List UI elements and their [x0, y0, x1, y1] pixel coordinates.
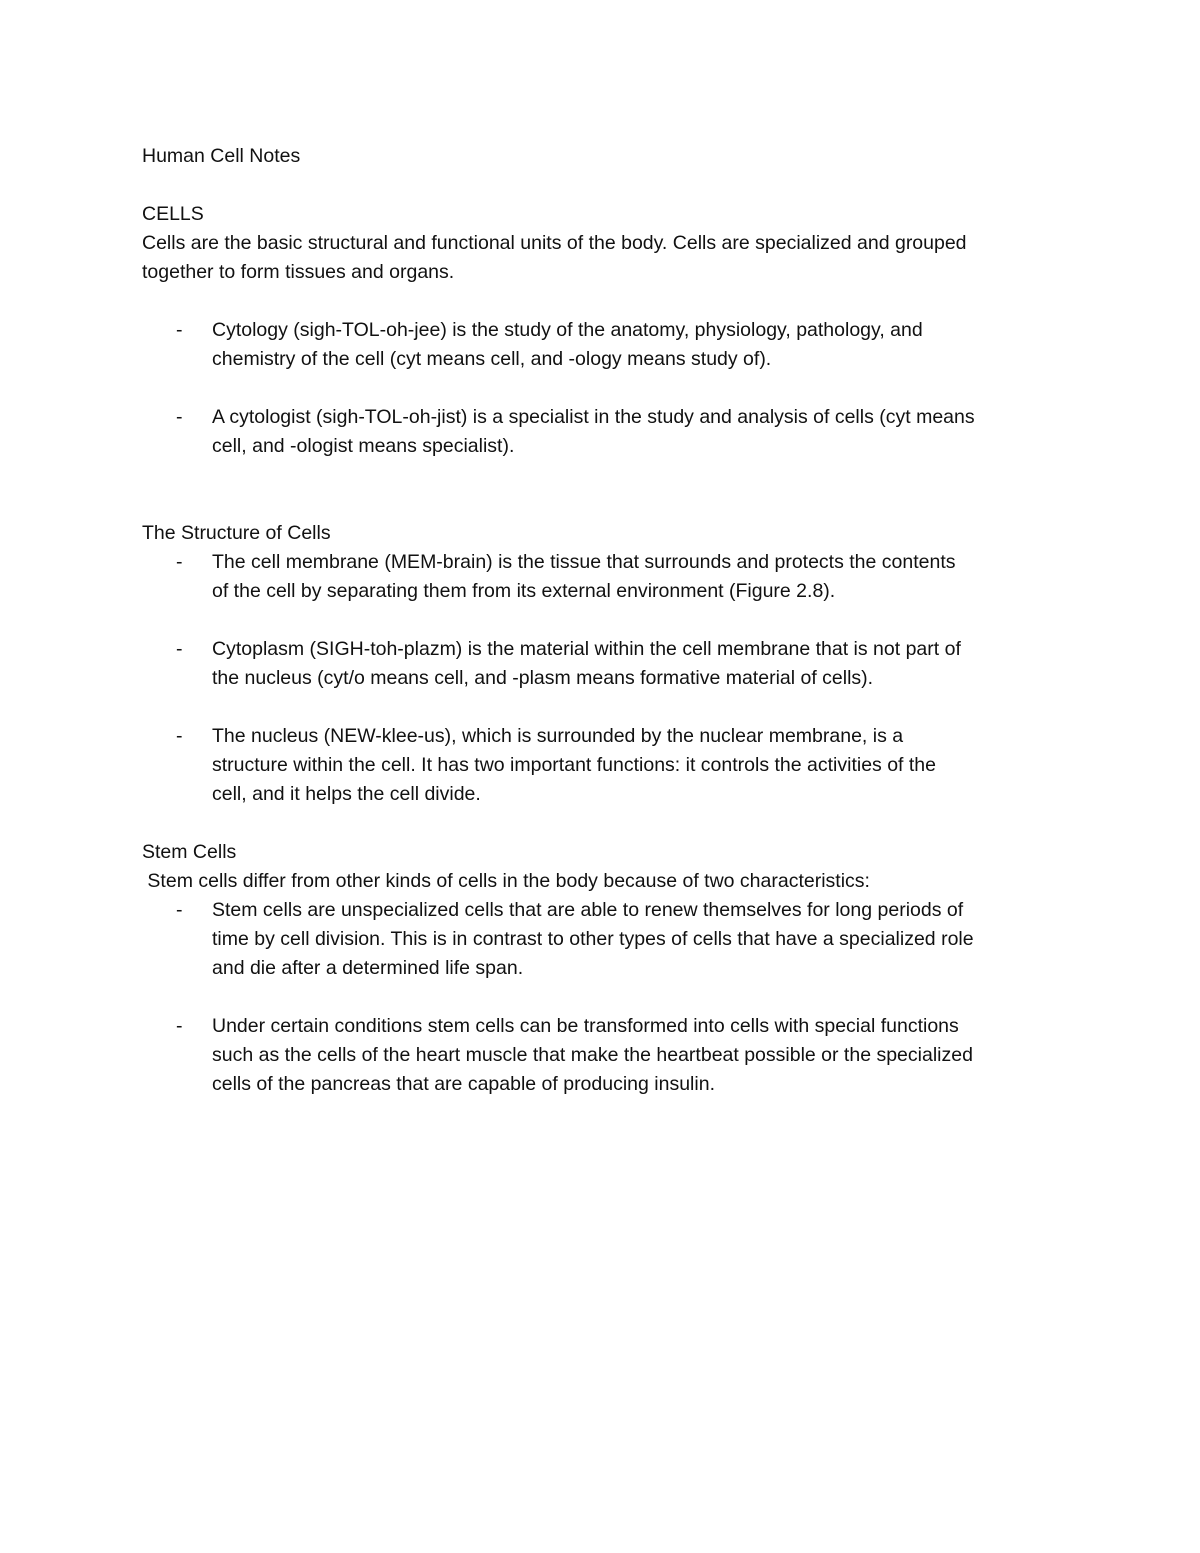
bullet-line: chemistry of the cell (cyt means cell, and -ology means study of). [212, 348, 772, 370]
section-heading-structure: The Structure of Cells [142, 522, 331, 544]
bullet-line: time by cell division. This is in contrast to other types of cells that have a specialized role [212, 928, 974, 950]
bullet-line: Cytology (sigh-TOL-oh-jee) is the study of the anatomy, physiology, pathology, and [212, 319, 923, 341]
cells-intro-line: together to form tissues and organs. [142, 261, 455, 283]
spacer [142, 287, 1062, 316]
bullet-dash: - [176, 1015, 183, 1037]
bullet-dash: - [176, 899, 183, 921]
bullet-dash: - [176, 638, 183, 660]
bullet-line: cell, and -ologist means specialist). [212, 435, 515, 457]
bullet-line: Under certain conditions stem cells can be transformed into cells with special functions [212, 1015, 959, 1037]
bullet-line: such as the cells of the heart muscle that make the heartbeat possible or the specialized [212, 1044, 973, 1066]
bullet-line: cell, and it helps the cell divide. [212, 783, 481, 805]
list-item [142, 896, 1062, 983]
list-item [142, 1012, 1062, 1099]
bullet-line: Stem cells are unspecialized cells that are able to renew themselves for long periods of [212, 899, 964, 921]
document-page [142, 142, 1062, 1099]
bullet-line: A cytologist (sigh-TOL-oh-jist) is a specialist in the study and analysis of cells (cyt means [212, 406, 975, 428]
structure-bullet-list [142, 548, 1062, 809]
cells-bullet-list [142, 316, 1062, 461]
bullet-dash: - [176, 725, 183, 747]
bullet-line: cells of the pancreas that are capable of producing insulin. [212, 1073, 715, 1095]
bullet-line: of the cell by separating them from its external environment (Figure 2.8). [212, 580, 836, 602]
bullet-dash: - [176, 319, 183, 341]
spacer [142, 171, 1062, 200]
bullet-line: and die after a determined life span. [212, 957, 524, 979]
list-item [142, 722, 1062, 809]
spacer [142, 374, 1062, 403]
list-item [142, 635, 1062, 693]
spacer [142, 809, 1062, 838]
list-item [142, 548, 1062, 606]
stem-bullet-list [142, 896, 1062, 1099]
bullet-dash: - [176, 551, 183, 573]
section-heading-stem-cells: Stem Cells [142, 841, 237, 863]
list-item [142, 316, 1062, 374]
stem-intro-line: Stem cells differ from other kinds of cells in the body because of two characteristics: [142, 870, 870, 892]
document-title: Human Cell Notes [142, 145, 301, 167]
spacer [142, 461, 1062, 519]
bullet-line: The nucleus (NEW-klee-us), which is surrounded by the nuclear membrane, is a [212, 725, 904, 747]
section-heading-cells: CELLS [142, 203, 204, 225]
cells-intro-line: Cells are the basic structural and functional units of the body. Cells are specialized and grouped [142, 232, 967, 254]
bullet-line: The cell membrane (MEM-brain) is the tissue that surrounds and protects the contents [212, 551, 956, 573]
bullet-line: the nucleus (cyt/o means cell, and -plasm means formative material of cells). [212, 667, 874, 689]
spacer [142, 983, 1062, 1012]
list-item [142, 403, 1062, 461]
bullet-line: Cytoplasm (SIGH-toh-plazm) is the material within the cell membrane that is not part of [212, 638, 961, 660]
bullet-line: structure within the cell. It has two important functions: it controls the activities of the [212, 754, 936, 776]
spacer [142, 606, 1062, 635]
bullet-dash: - [176, 406, 183, 428]
spacer [142, 693, 1062, 722]
